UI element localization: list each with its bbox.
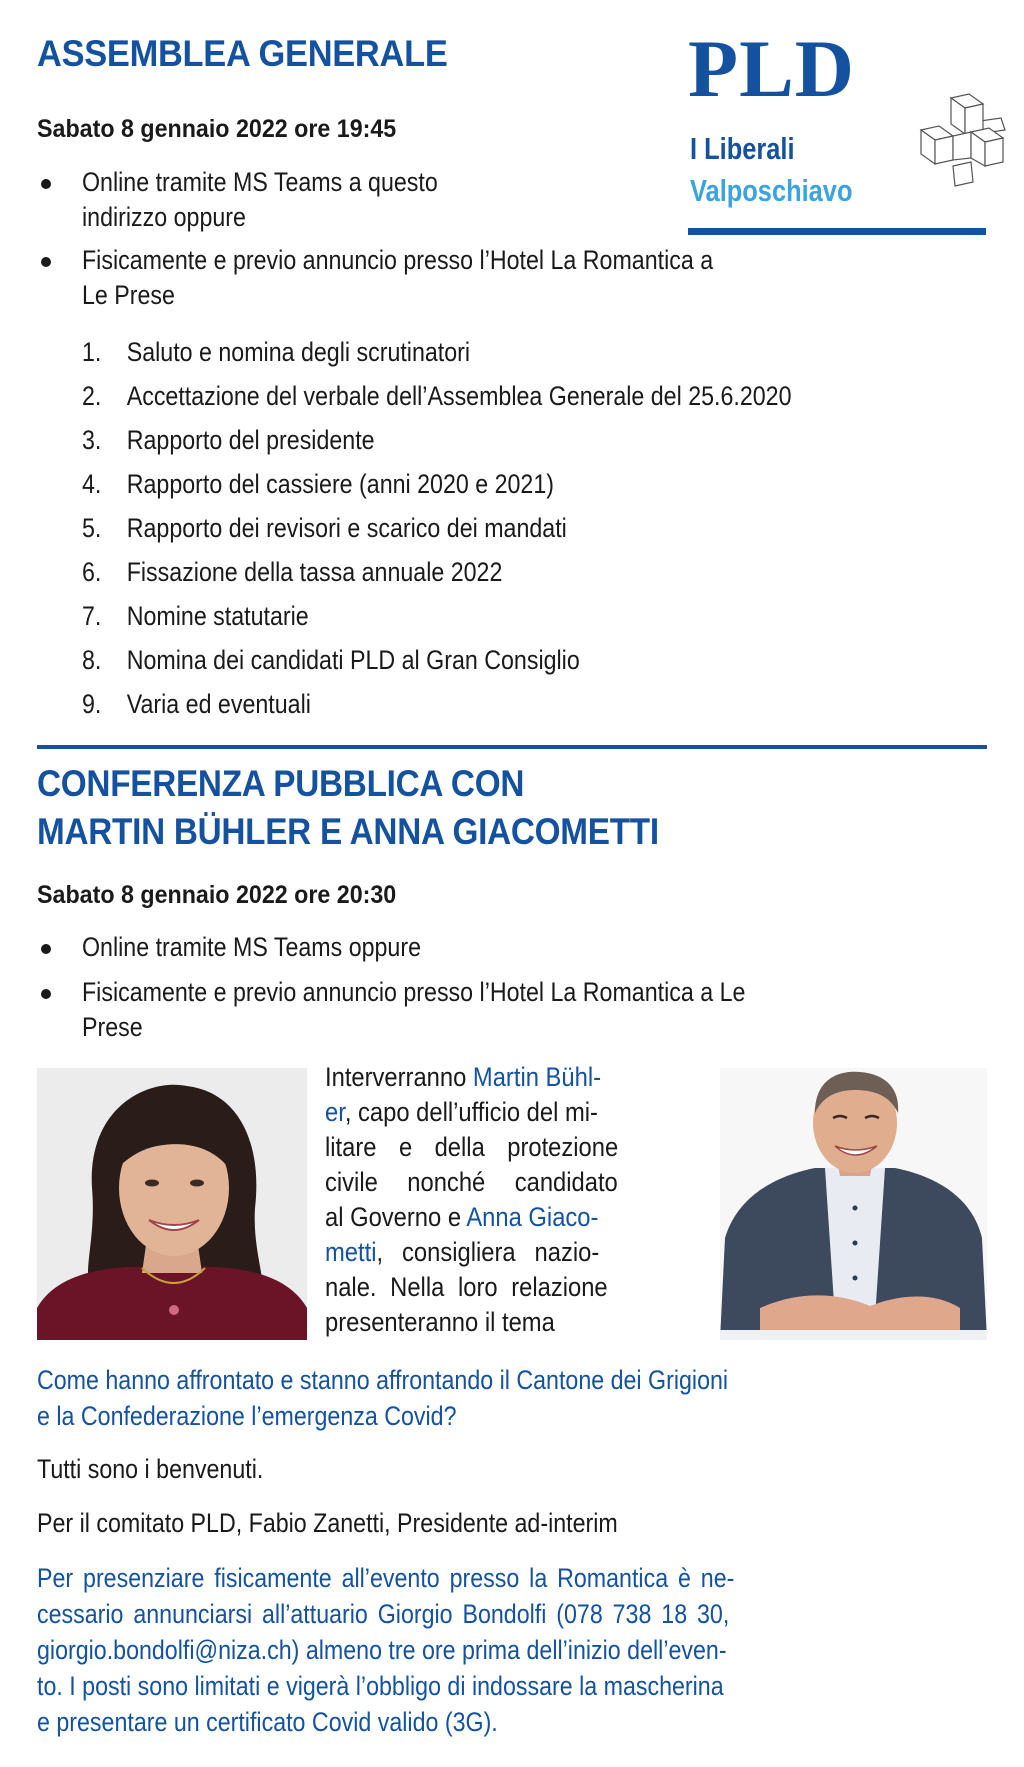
assembly-title: ASSEMBLEA GENERALE xyxy=(37,33,448,74)
bullet-icon xyxy=(41,989,51,999)
conference-question: Come hanno affrontato e stanno affrontando il Cantone dei Grigioni e la Confederazione l’emergenza Covid? xyxy=(37,1365,729,1431)
bullet-icon xyxy=(41,179,51,189)
signature-text: Per il comitato PLD, Fabio Zanetti, Presidente ad-interim xyxy=(37,1508,618,1538)
agenda-item: 4. Rapporto del cassiere (anni 2020 e 2021) xyxy=(82,469,554,499)
registration-notice: Per presenziare fisicamente all’evento presso la Romantica è ne- cessario annunciarsi all’attuario Giorgio Bondolfi (078 738 18 30, giorgio.bondolfi@niza.ch) almeno tre ore prima dell’inizio dell’even- to. I posti sono limitati e vigerà l’obbligo di indossare la mascherina e presentare un certificato Covid valido (3G). xyxy=(37,1563,735,1737)
link-martin-buehler[interactable]: Martin Bühl- xyxy=(472,1062,602,1092)
agenda-item: 2. Accettazione del verbale dell’Assemblea Generale del 25.6.2020 xyxy=(82,381,792,411)
list-item: Online tramite MS Teams a questo indirizzo oppure xyxy=(37,165,987,235)
agenda-item: 1. Saluto e nomina degli scrutinatori xyxy=(82,337,471,367)
bullet-icon xyxy=(41,257,51,267)
logo-mark: PLD xyxy=(688,23,855,114)
agenda-item: 5. Rapporto dei revisori e scarico dei mandati xyxy=(82,513,567,543)
list-item: Fisicamente e previo annuncio presso l’Hotel La Romantica a Le Prese xyxy=(37,243,987,313)
list-item: Online tramite MS Teams oppure xyxy=(37,930,987,965)
speakers-paragraph: Interverranno Martin Bühl- er, capo dell’ufficio del mi- litare e della protezione civile nonché candidato al Governo e Anna Giaco- metti, consigliera nazio- nale. Nella loro relazione presenteranno il tema xyxy=(325,1062,619,1337)
section-divider xyxy=(37,745,987,749)
agenda-item: 7. Nomine statutarie xyxy=(82,601,309,631)
assembly-attendance-list xyxy=(37,165,987,313)
conference-date: Sabato 8 gennaio 2022 ore 20:30 xyxy=(37,881,397,909)
conference-title-line1: CONFERENZA PUBBLICA CON xyxy=(37,763,525,804)
conference-attendance-list xyxy=(37,930,987,1045)
agenda-item: 8. Nomina dei candidati PLD al Gran Consiglio xyxy=(82,645,580,675)
logo-line1: I Liberali xyxy=(690,131,795,166)
bullet-icon xyxy=(41,944,51,954)
agenda-item: 9. Varia ed eventuali xyxy=(82,689,311,719)
agenda-item: 6. Fissazione della tassa annuale 2022 xyxy=(82,557,503,587)
portrait-martin-buehler xyxy=(720,1068,987,1340)
welcome-text: Tutti sono i benvenuti. xyxy=(37,1454,264,1484)
logo-line2: Valposchiavo xyxy=(690,173,853,208)
link-martin-buehler-cont[interactable]: er xyxy=(325,1097,345,1127)
agenda-item: 3. Rapporto del presidente xyxy=(82,425,375,455)
conference-title-line2: MARTIN BÜHLER E ANNA GIACOMETTI xyxy=(37,811,659,852)
link-anna-giacometti[interactable]: Anna Giaco- xyxy=(466,1202,599,1232)
list-item: Fisicamente e previo annuncio presso l’Hotel La Romantica a Le Prese xyxy=(37,975,987,1045)
agenda-list xyxy=(37,330,987,726)
link-anna-giacometti-cont[interactable]: metti xyxy=(325,1237,377,1267)
assembly-date: Sabato 8 gennaio 2022 ore 19:45 xyxy=(37,115,397,143)
portrait-anna-giacometti xyxy=(37,1068,307,1340)
